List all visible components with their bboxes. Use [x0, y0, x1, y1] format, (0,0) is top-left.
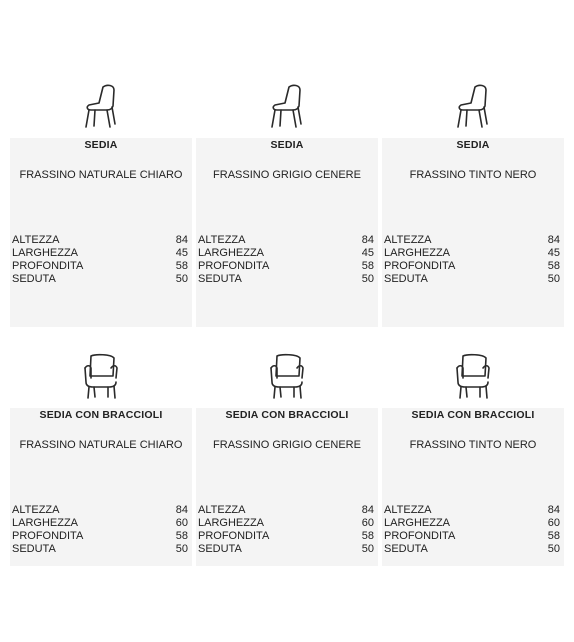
finish-label: FRASSINO TINTO NERO [409, 169, 537, 181]
spec-list [196, 234, 378, 286]
spec-row-seduta [196, 273, 378, 286]
spec-label: SEDUTA [12, 543, 56, 555]
armchair-icon [453, 352, 493, 400]
spec-label: ALTEZZA [12, 234, 60, 246]
spec-label: PROFONDITA [198, 530, 270, 542]
spec-label: ALTEZZA [384, 504, 432, 516]
spec-row-seduta [10, 273, 192, 286]
spec-label: PROFONDITA [384, 260, 456, 272]
spec-value: 84 [175, 504, 188, 516]
spec-row-larghezza [10, 517, 192, 530]
spec-label: PROFONDITA [12, 530, 84, 542]
spec-label: SEDUTA [198, 543, 242, 555]
spec-value: 58 [547, 530, 560, 542]
spec-value: 50 [175, 273, 188, 285]
spec-row-seduta [196, 543, 378, 556]
spec-row-altezza [196, 234, 378, 247]
finish-label: FRASSINO GRIGIO CENERE [213, 439, 361, 451]
spec-list [196, 504, 378, 556]
spec-row-profondita [382, 530, 564, 543]
spec-label: LARGHEZZA [198, 247, 265, 259]
spec-label: LARGHEZZA [198, 517, 265, 529]
spec-list [10, 234, 192, 286]
spec-row-profondita [196, 530, 378, 543]
spec-value: 50 [361, 273, 374, 285]
card-title: SEDIA CON BRACCIOLI [225, 409, 349, 421]
spec-label: LARGHEZZA [12, 247, 79, 259]
spec-value: 60 [175, 517, 188, 529]
product-card-sedia-1 [10, 138, 192, 327]
chair-icon [453, 82, 493, 130]
spec-row-altezza [382, 504, 564, 517]
finish-label: FRASSINO GRIGIO CENERE [213, 169, 361, 181]
spec-value: 84 [547, 504, 560, 516]
spec-row-altezza [196, 504, 378, 517]
armchair-icon [267, 352, 307, 400]
spec-label: ALTEZZA [198, 234, 246, 246]
spec-row-profondita [196, 260, 378, 273]
spec-label: PROFONDITA [198, 260, 270, 272]
spec-value: 58 [175, 530, 188, 542]
spec-value: 45 [175, 247, 188, 259]
spec-value: 45 [361, 247, 374, 259]
spec-value: 58 [547, 260, 560, 272]
spec-row-altezza [10, 504, 192, 517]
armchair-icon [81, 352, 121, 400]
spec-label: PROFONDITA [384, 530, 456, 542]
spec-row-larghezza [382, 247, 564, 260]
spec-value: 50 [547, 543, 560, 555]
spec-row-altezza [382, 234, 564, 247]
spec-row-larghezza [196, 517, 378, 530]
spec-label: PROFONDITA [12, 260, 84, 272]
spec-value: 58 [361, 260, 374, 272]
spec-row-profondita [10, 530, 192, 543]
spec-value: 50 [361, 543, 374, 555]
card-title: SEDIA [84, 139, 118, 151]
product-card-sedia-2 [196, 138, 378, 327]
product-card-armchair-2 [196, 408, 378, 566]
spec-row-seduta [382, 543, 564, 556]
chair-icon [267, 82, 307, 130]
spec-value: 58 [175, 260, 188, 272]
spec-label: SEDUTA [384, 273, 428, 285]
spec-label: ALTEZZA [384, 234, 432, 246]
spec-value: 60 [547, 517, 560, 529]
spec-label: LARGHEZZA [384, 517, 451, 529]
spec-row-seduta [10, 543, 192, 556]
spec-value: 84 [175, 234, 188, 246]
spec-value: 50 [175, 543, 188, 555]
spec-row-seduta [382, 273, 564, 286]
finish-label: FRASSINO TINTO NERO [409, 439, 537, 451]
spec-value: 84 [361, 504, 374, 516]
spec-row-larghezza [10, 247, 192, 260]
spec-value: 50 [547, 273, 560, 285]
spec-value: 58 [361, 530, 374, 542]
finish-label: FRASSINO NATURALE CHIARO [19, 439, 183, 451]
spec-row-profondita [10, 260, 192, 273]
product-card-armchair-1 [10, 408, 192, 566]
spec-value: 60 [361, 517, 374, 529]
spec-row-larghezza [196, 247, 378, 260]
spec-list [382, 234, 564, 286]
product-card-armchair-3 [382, 408, 564, 566]
spec-value: 45 [547, 247, 560, 259]
card-title: SEDIA [456, 139, 490, 151]
spec-row-larghezza [382, 517, 564, 530]
spec-row-profondita [382, 260, 564, 273]
card-title: SEDIA [270, 139, 304, 151]
spec-value: 84 [547, 234, 560, 246]
spec-value: 84 [361, 234, 374, 246]
card-title: SEDIA CON BRACCIOLI [39, 409, 163, 421]
spec-label: SEDUTA [12, 273, 56, 285]
spec-label: SEDUTA [198, 273, 242, 285]
product-card-sedia-3 [382, 138, 564, 327]
spec-row-altezza [10, 234, 192, 247]
finish-label: FRASSINO NATURALE CHIARO [19, 169, 183, 181]
spec-label: ALTEZZA [12, 504, 60, 516]
chair-icon [81, 82, 121, 130]
spec-label: ALTEZZA [198, 504, 246, 516]
spec-label: LARGHEZZA [12, 517, 79, 529]
card-title: SEDIA CON BRACCIOLI [411, 409, 535, 421]
spec-label: SEDUTA [384, 543, 428, 555]
spec-label: LARGHEZZA [384, 247, 451, 259]
spec-list [382, 504, 564, 556]
spec-list [10, 504, 192, 556]
